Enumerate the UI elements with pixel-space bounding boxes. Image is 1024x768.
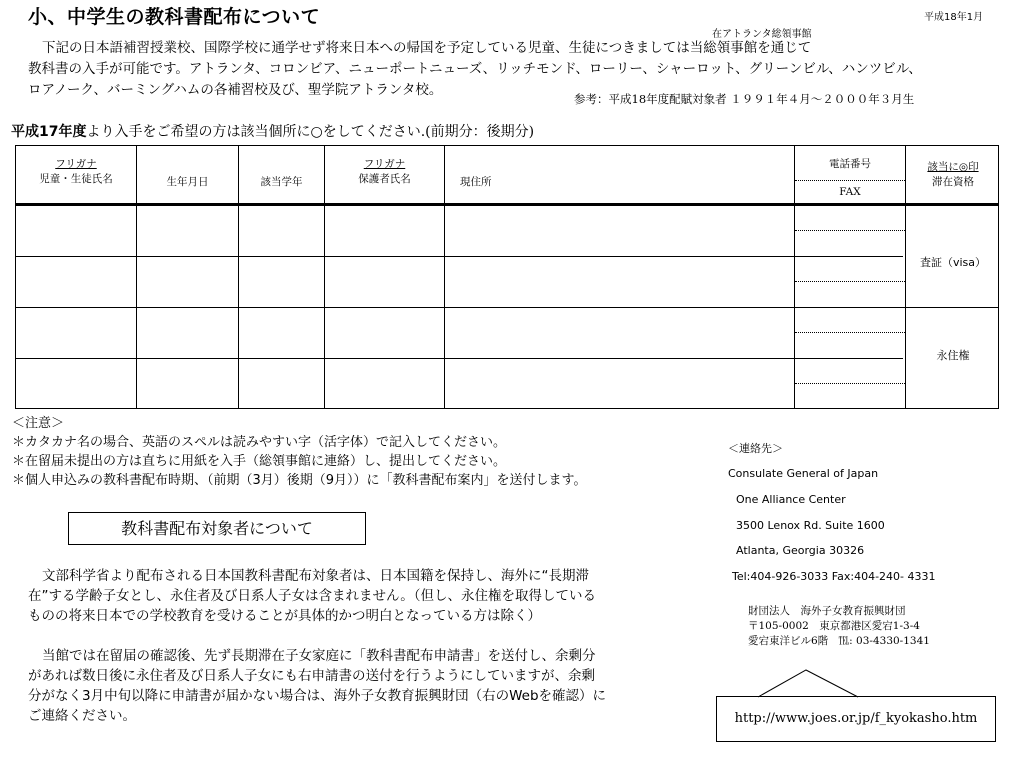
contact-street: 3500 Lenox Rd. Suite 1600 <box>736 519 885 532</box>
header-status <box>906 160 1000 190</box>
header-address: 現住所 <box>460 176 492 188</box>
instruction-text: より入手をご希望の方は該当個所に○をしてください.(前期分：後期分) <box>86 124 535 140</box>
header-child <box>16 157 136 187</box>
note-item: ＊個人申込みの教科書配布時期、（前期（3月）後期（9月））に「教科書配布案内」を送付します。 <box>12 473 587 488</box>
contact-label: ＜連絡先＞ <box>728 442 783 455</box>
header-parent-name: 保護者氏名 <box>358 173 411 185</box>
procedure-paragraph: 当館では在留届の確認後、先ず長期滞在子女家庭に「教科書配布申請書」を送付し、余剰分があれば数日後に永住者及び日系人子女にも右申請書の送付を行うようにしていますが、余剰分がなく3月中旬以降に申請書が届かない場合は、海外子女教育振興財団（右のWebを確認）にご連絡ください。 <box>28 648 607 724</box>
note-item: ＊在留届未提出の方は直ちに用紙を入手（総領事館に連絡）し、提出してください。 <box>12 454 507 469</box>
instruction-year: 平成17年度 <box>11 124 87 140</box>
note-item: ＊カタカナ名の場合、英語のスペルは読みやすい字（活字体）で記入してください。 <box>12 435 507 450</box>
header-birthdate: 生年月日 <box>166 176 209 188</box>
contact-building: One Alliance Center <box>736 493 846 506</box>
foundation-block <box>748 604 930 649</box>
foundation-building-tel: 愛宕東洋ビル6階 ℡: 03-4330-1341 <box>748 635 930 647</box>
status-permanent <box>906 347 1000 363</box>
section-title-box: 教科書配布対象者について <box>68 512 366 545</box>
issue-date: 平成18年1月 <box>924 12 984 23</box>
eligibility-description <box>28 566 608 746</box>
header-parent <box>325 157 444 187</box>
header-parent-furigana: フリガナ <box>363 158 406 170</box>
instruction-line <box>11 121 534 141</box>
status-permanent-label: 永住権 <box>936 349 970 362</box>
notes-heading: ＜注意＞ <box>12 416 65 431</box>
header-status-mark: 該当に◎印 <box>927 161 979 173</box>
header-status-label: 滞在資格 <box>932 176 974 188</box>
header-grade: 該当学年 <box>260 176 303 188</box>
status-visa-label: 査証（visa） <box>919 256 987 269</box>
foundation-address: 〒105-0002 東京都港区愛宕1-3-4 <box>748 620 920 632</box>
header-fax: FAX <box>839 186 861 198</box>
contact-org: Consulate General of Japan <box>728 467 879 480</box>
application-form-table <box>15 145 999 409</box>
url-callout <box>716 668 996 742</box>
issuer-name: 在アトランタ総領事館 <box>712 29 812 40</box>
header-child-furigana: フリガナ <box>55 158 97 170</box>
intro-line: 下記の日本語補習授業校、国際学校に通学せず将来日本への帰国を予定している児童、生徒につきましては当総領事館を通じて <box>42 40 812 56</box>
reference-note: 参考：平成18年度配賦対象者 １９９１年４月～２０００年３月生 <box>574 92 915 106</box>
intro-line: ロアノーク、バーミングハムの各補習校及び、聖学院アトランタ校。 <box>28 82 443 98</box>
header-child-name: 児童・生徒氏名 <box>39 173 113 185</box>
page-title: 小、中学生の教科書配布について <box>28 6 321 28</box>
header-phone: 電話番号 <box>829 158 871 170</box>
foundation-name: 財団法人 海外子女教育振興財団 <box>748 605 906 617</box>
intro-line: 教科書の入手が可能です。アトランタ、コロンビア、ニューポートニューズ、リッチモンド、ローリー、シャーロット、グリーンビル、ハンツビル、 <box>28 61 922 77</box>
eligibility-paragraph: 文部科学省より配布される日本国教科書配布対象者は、日本国籍を保持し、海外に“長期滞在”する学齢子女とし、永住者及び日系人子女は含まれません。（但し、永住権を取得しているものの将来日本での学校教育を受けることが具体的かつ明白となっている方は除く） <box>28 568 597 624</box>
status-visa <box>906 254 1000 270</box>
contact-city: Atlanta, Georgia 30326 <box>736 544 865 557</box>
contact-phone: Tel:404-926-3033 Fax:404-240- 4331 <box>732 570 936 583</box>
notes-section <box>12 414 587 490</box>
callout-pointer-icon <box>716 668 996 698</box>
foundation-url-link[interactable]: http://www.joes.or.jp/f_kyokasho.htm <box>716 696 996 742</box>
